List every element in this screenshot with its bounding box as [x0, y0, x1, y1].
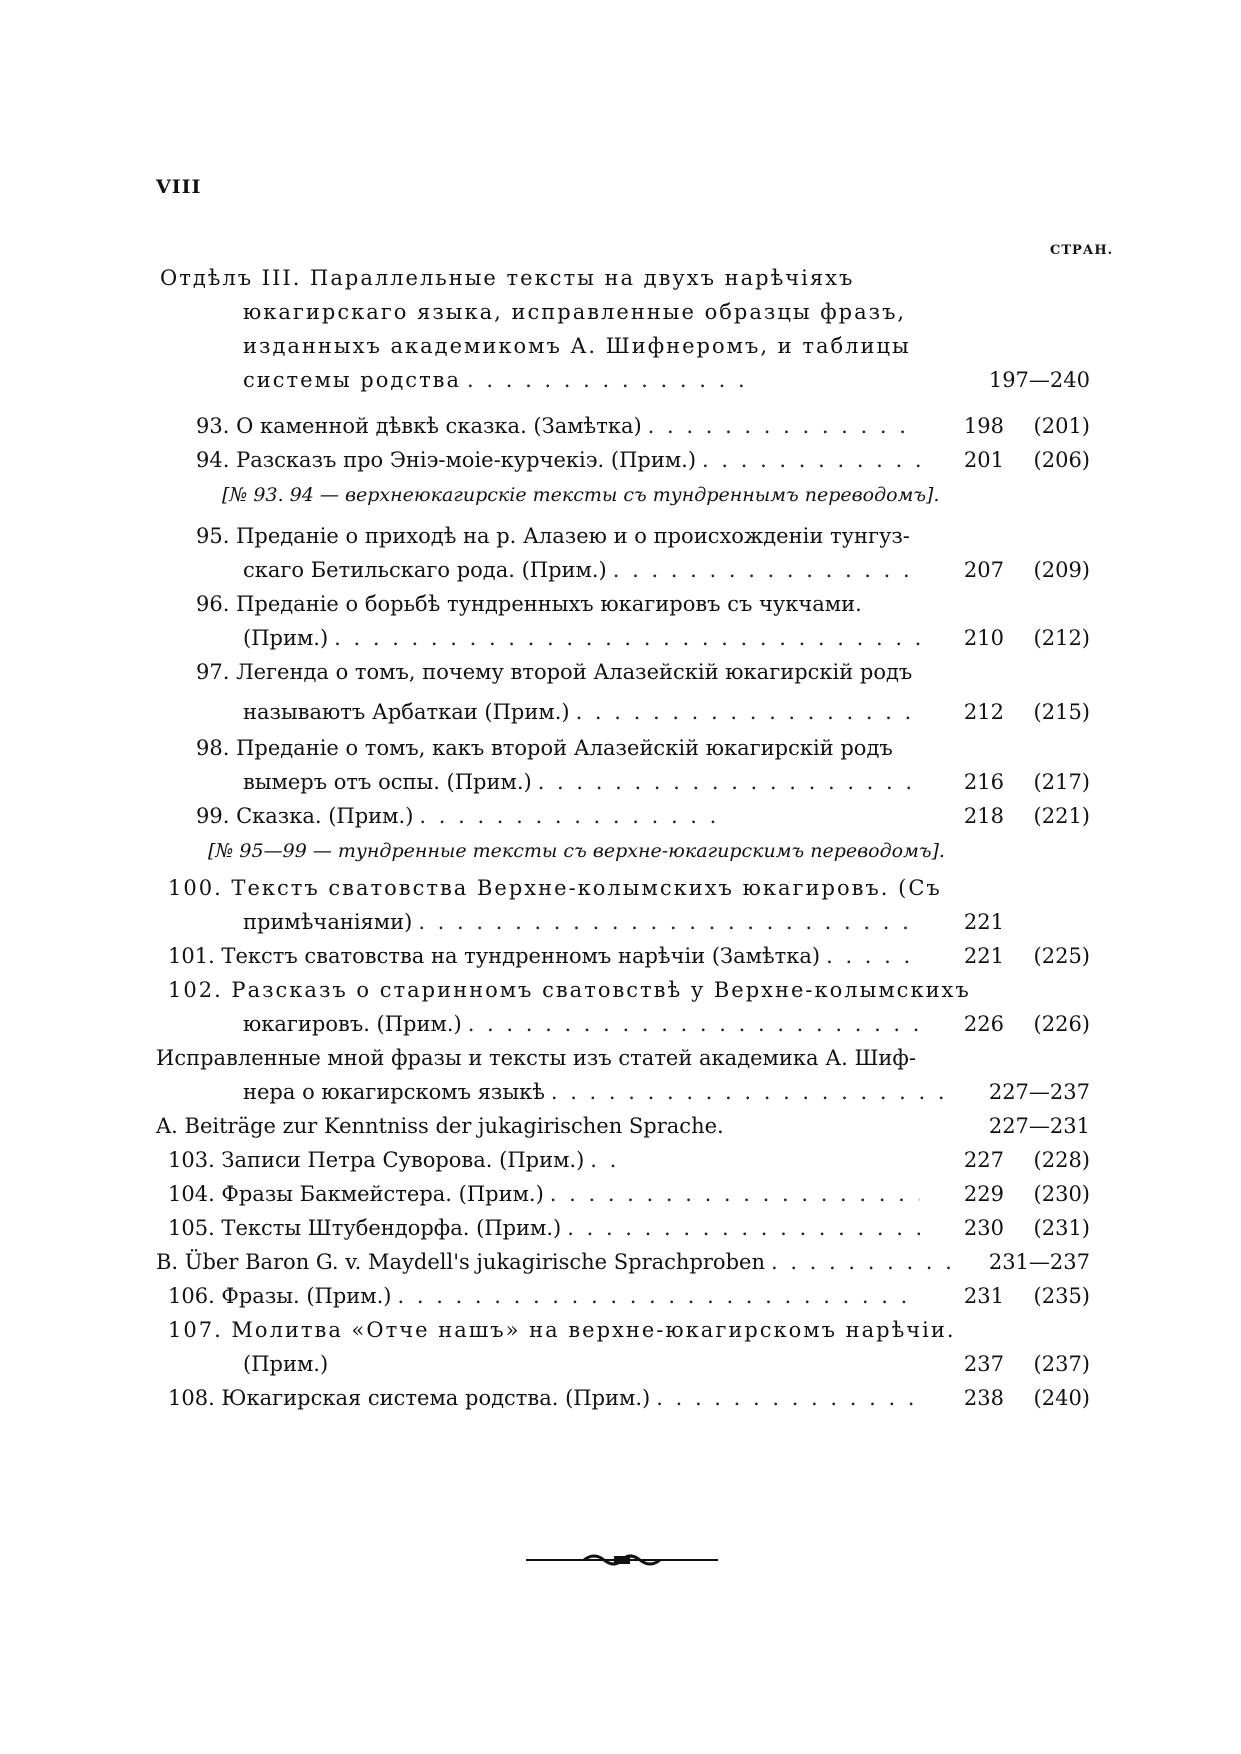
toc-text: (Прим.) [243, 626, 329, 650]
page-ref: 201 [963, 448, 1004, 472]
page-ref: 218 [963, 804, 1004, 828]
page-ref-alt: (217) [1033, 770, 1090, 794]
toc-text: изданныхъ академикомъ А. Шифнеромъ, и таблицы [243, 334, 911, 358]
toc-text: юкагирскаго языка, исправленные образцы фразъ, [243, 300, 907, 324]
page-ref-alt: (231) [1033, 1216, 1090, 1240]
toc-text: системы родства [243, 368, 462, 392]
toc-line [168, 1386, 1090, 1420]
toc-line [196, 736, 1090, 770]
toc-text: B. Über Baron G. v. Maydell's jukagirische Sprachproben [156, 1250, 765, 1274]
page-ref-alt: (206) [1033, 448, 1090, 472]
toc-line [196, 414, 1090, 448]
page-ref: 212 [963, 700, 1004, 724]
toc-line [196, 592, 1090, 626]
dot-leader [613, 558, 920, 582]
toc-line [156, 1250, 1090, 1284]
toc-text: 108. Юкагирская система родства. (Прим.) [168, 1386, 651, 1410]
toc-text: 99. Сказка. (Прим.) [196, 804, 414, 828]
toc-text: 101. Текстъ сватовства на тундренномъ нарѣчіи (Замѣтка) [168, 944, 821, 968]
toc-text: Исправленные мной фразы и тексты изъ статей академика А. Шиф- [156, 1046, 916, 1070]
toc-line [168, 978, 1080, 1012]
page-ref-alt: (226) [1033, 1012, 1090, 1036]
dot-leader [419, 804, 719, 828]
page-range: 227—237 [988, 1080, 1090, 1104]
toc-line [243, 368, 1090, 402]
dot-leader [656, 1386, 920, 1410]
toc-text: 97. Легенда о томъ, почему второй Алазейскій юкагирскій родъ [196, 660, 913, 684]
page-ref: 221 [963, 944, 1004, 968]
dot-leader [771, 1250, 954, 1274]
page-ref: 238 [963, 1386, 1004, 1410]
page-ref: 229 [963, 1182, 1004, 1206]
toc-text: 105. Тексты Штубендорфа. (Прим.) [168, 1216, 562, 1240]
toc-text: (Прим.) [243, 1352, 329, 1376]
page-ref: 227 [963, 1148, 1004, 1172]
toc-text: 100. Текстъ сватовства Верхне-колымскихъ юкагировъ. (Съ [168, 876, 942, 900]
page-ref: 221 [963, 910, 1004, 934]
toc-text: 106. Фразы. (Прим.) [168, 1284, 392, 1308]
page-ref-alt: (228) [1033, 1148, 1090, 1172]
toc-line [160, 266, 1080, 300]
toc-text: вымеръ отъ оспы. (Прим.) [243, 770, 532, 794]
toc-text: Отдѣлъ III. Параллельные тексты на двухъ нарѣчіяхъ [160, 266, 855, 290]
page-ref-alt: (237) [1033, 1352, 1090, 1376]
toc-text: 103. Записи Петра Суворова. (Прим.) [168, 1148, 585, 1172]
toc-line [168, 1182, 1090, 1216]
toc-line [196, 448, 1090, 482]
page-ref-alt: (215) [1033, 700, 1090, 724]
page-ref: 237 [963, 1352, 1004, 1376]
editorial-note: [№ 95—99 — тундренные тексты съ верхне-юкагирскимъ переводомъ]. [208, 840, 945, 862]
dot-leader [702, 448, 920, 472]
dot-leader [648, 414, 920, 438]
toc-line [243, 334, 1080, 368]
dot-leader [590, 1148, 630, 1172]
page-ref: 231 [963, 1284, 1004, 1308]
toc-line [243, 1012, 1090, 1046]
page-ref-alt: (201) [1033, 414, 1090, 438]
page-ref-alt: (230) [1033, 1182, 1090, 1206]
end-ornament [522, 1548, 722, 1572]
page-range: 197—240 [988, 368, 1090, 392]
toc-line [243, 300, 1080, 334]
page-range: 231—237 [988, 1250, 1090, 1274]
page-ref-alt: (212) [1033, 626, 1090, 650]
page-ref-alt: (235) [1033, 1284, 1090, 1308]
dot-leader [550, 1182, 920, 1206]
dot-leader [826, 944, 920, 968]
toc-text: 107. Молитва «Отче нашъ» на верхне-юкагирскомъ нарѣчіи. [168, 1318, 956, 1342]
toc-line [243, 700, 1090, 734]
toc-line [168, 1148, 1090, 1182]
toc-text: 93. О каменной дѣвкѣ сказка. (Замѣтка) [196, 414, 642, 438]
toc-text: юкагировъ. (Прим.) [243, 1012, 462, 1036]
page-ref-alt: (209) [1033, 558, 1090, 582]
toc-text: 94. Разсказъ про Эніэ-моіе-курчекіэ. (Прим.) [196, 448, 697, 472]
dot-leader [468, 1012, 920, 1036]
toc-line [196, 804, 1090, 838]
page-ref: 216 [963, 770, 1004, 794]
toc-line [243, 770, 1090, 804]
toc-line [168, 944, 1090, 978]
dot-leader [576, 700, 920, 724]
dot-leader [467, 368, 757, 392]
dot-leader [538, 770, 920, 794]
toc-text: нера о юкагирскомъ языкѣ [243, 1080, 545, 1104]
page-ref: 230 [963, 1216, 1004, 1240]
page-ref-alt: (240) [1033, 1386, 1090, 1410]
dot-leader [418, 910, 920, 934]
page-range: 227—231 [988, 1114, 1090, 1138]
toc-line [168, 1284, 1090, 1318]
toc-text: скаго Бетильскаго рода. (Прим.) [243, 558, 607, 582]
column-header: СТРАН. [1050, 243, 1114, 258]
dot-leader [567, 1216, 920, 1240]
page-ref-alt: (221) [1033, 804, 1090, 828]
page-ref: 226 [963, 1012, 1004, 1036]
toc-text: называютъ Арбаткаи (Прим.) [243, 700, 570, 724]
toc-text: 96. Преданіе о борьбѣ тундренныхъ юкагировъ съ чукчами. [196, 592, 862, 616]
page-number: VIII [156, 176, 202, 198]
toc-line [168, 876, 1080, 910]
toc-line [156, 1046, 1080, 1080]
toc-line [243, 1080, 1090, 1114]
dot-leader [551, 1080, 954, 1104]
toc-line [196, 524, 1090, 558]
toc-line [156, 1114, 1090, 1148]
toc-line [243, 558, 1090, 592]
editorial-note: [№ 93. 94 — верхнеюкагирскіе тексты съ тундреннымъ переводомъ]. [222, 484, 940, 506]
toc-text: 104. Фразы Бакмейстера. (Прим.) [168, 1182, 544, 1206]
page-ref: 210 [963, 626, 1004, 650]
toc-text: 102. Разсказъ о старинномъ сватовствѣ у Верхне-колымскихъ [168, 978, 971, 1002]
page-ref: 207 [963, 558, 1004, 582]
page-ref: 198 [963, 414, 1004, 438]
page-ref-alt: (225) [1033, 944, 1090, 968]
toc-text: 95. Преданіе о приходѣ на р. Алазею и о происхожденіи тунгуз- [196, 524, 910, 548]
toc-line [168, 1318, 1080, 1352]
toc-line [243, 626, 1090, 660]
toc-line [196, 660, 1090, 694]
dot-leader [398, 1284, 921, 1308]
toc-line [243, 910, 1090, 944]
toc-text: примѣчаніями) [243, 910, 413, 934]
toc-line [168, 1216, 1090, 1250]
toc-line [243, 1352, 1090, 1386]
toc-text: 98. Преданіе о томъ, какъ второй Алазейскій юкагирскій родъ [196, 736, 893, 760]
toc-text: A. Beiträge zur Kenntniss der jukagirischen Sprache. [156, 1114, 724, 1138]
dot-leader [334, 626, 920, 650]
